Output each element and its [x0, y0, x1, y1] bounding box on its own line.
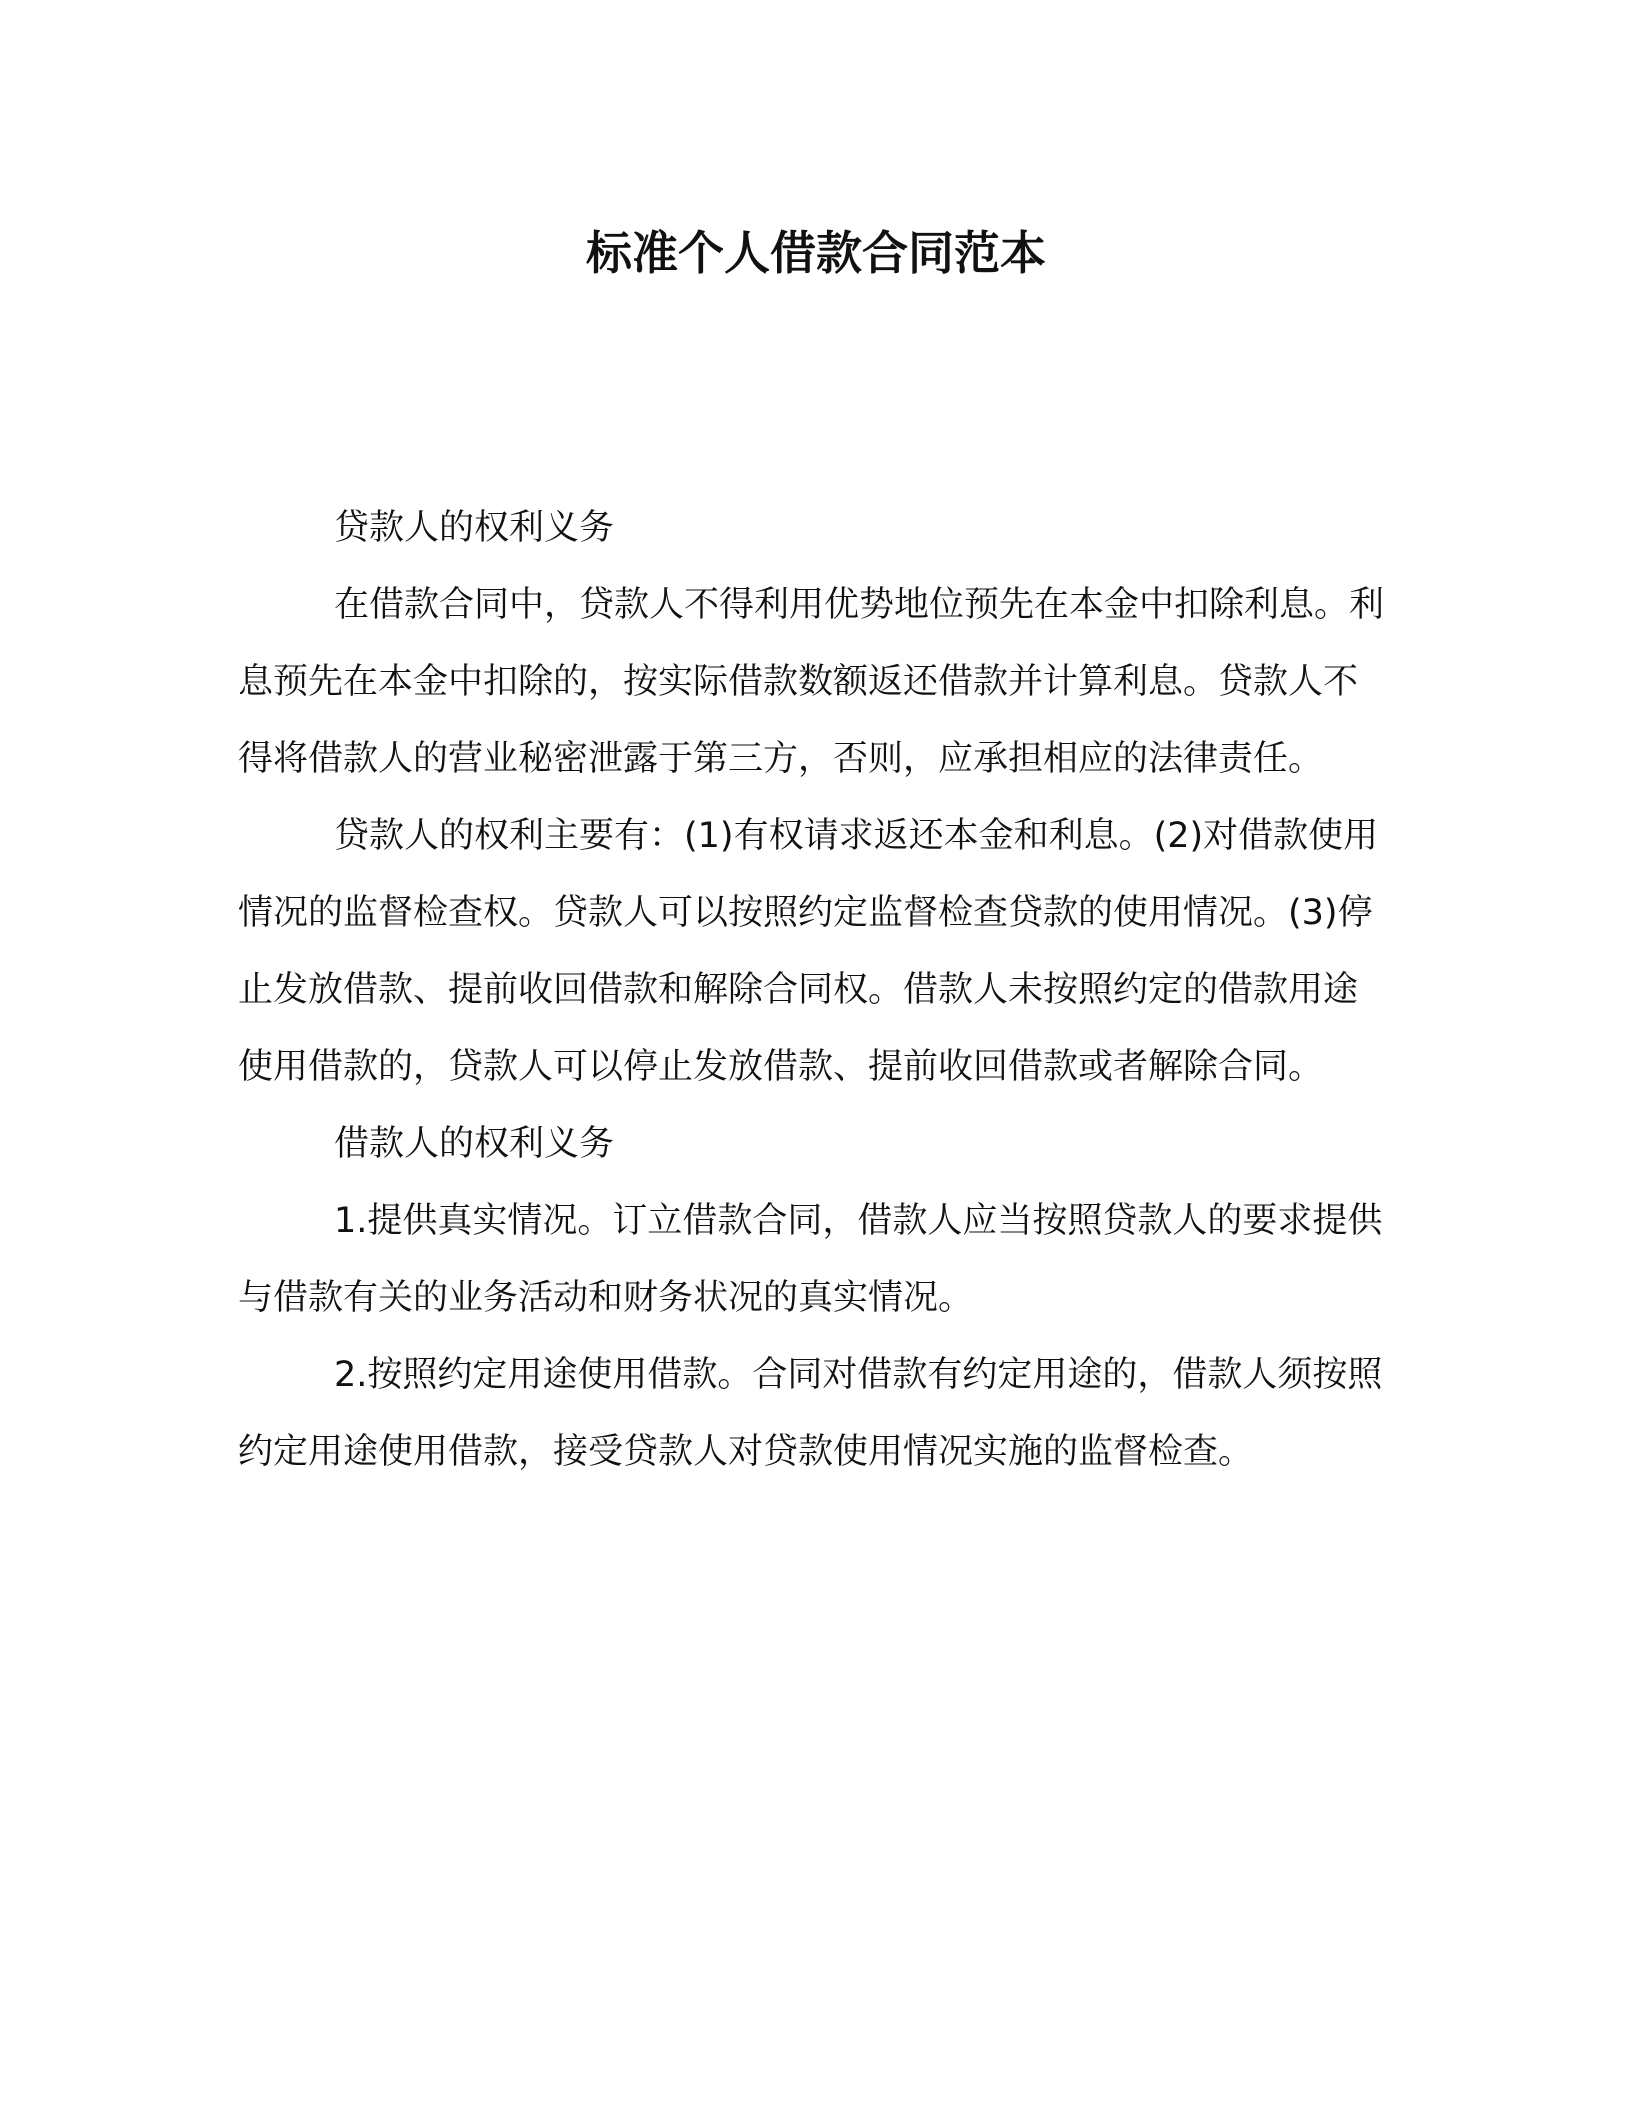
- document-body: [238, 490, 1388, 1491]
- section-heading-borrower: 借款人的权利义务: [334, 1124, 615, 1164]
- paragraph-borrower-usage: 2.按照约定用途使用借款。合同对借款有约定用途的，借款人须按照约定用途使用借款，接受贷款人对贷款使用情况实施的监督检查。: [238, 1355, 1383, 1472]
- document-title: 标准个人借款合同范本: [586, 226, 1046, 280]
- paragraph-lender-rights: 贷款人的权利主要有：(1)有权请求返还本金和利息。(2)对借款使用情况的监督检查权。贷款人可以按照约定监督检查贷款的使用情况。(3)停止发放借款、提前收回借款和解除合同权。借款人未按照约定的借款用途使用借款的，贷款人可以停止发放借款、提前收回借款或者解除合同。: [238, 816, 1379, 1087]
- section-heading-lender: 贷款人的权利义务: [334, 508, 615, 548]
- paragraph-lender-interest: 在借款合同中，贷款人不得利用优势地位预先在本金中扣除利息。利息预先在本金中扣除的，按实际借款数额返还借款并计算利息。贷款人不得将借款人的营业秘密泄露于第三方，否则，应承担相应的法律责任。: [238, 585, 1385, 779]
- paragraph-borrower-info: 1.提供真实情况。订立借款合同，借款人应当按照贷款人的要求提供与借款有关的业务活动和财务状况的真实情况。: [238, 1201, 1383, 1318]
